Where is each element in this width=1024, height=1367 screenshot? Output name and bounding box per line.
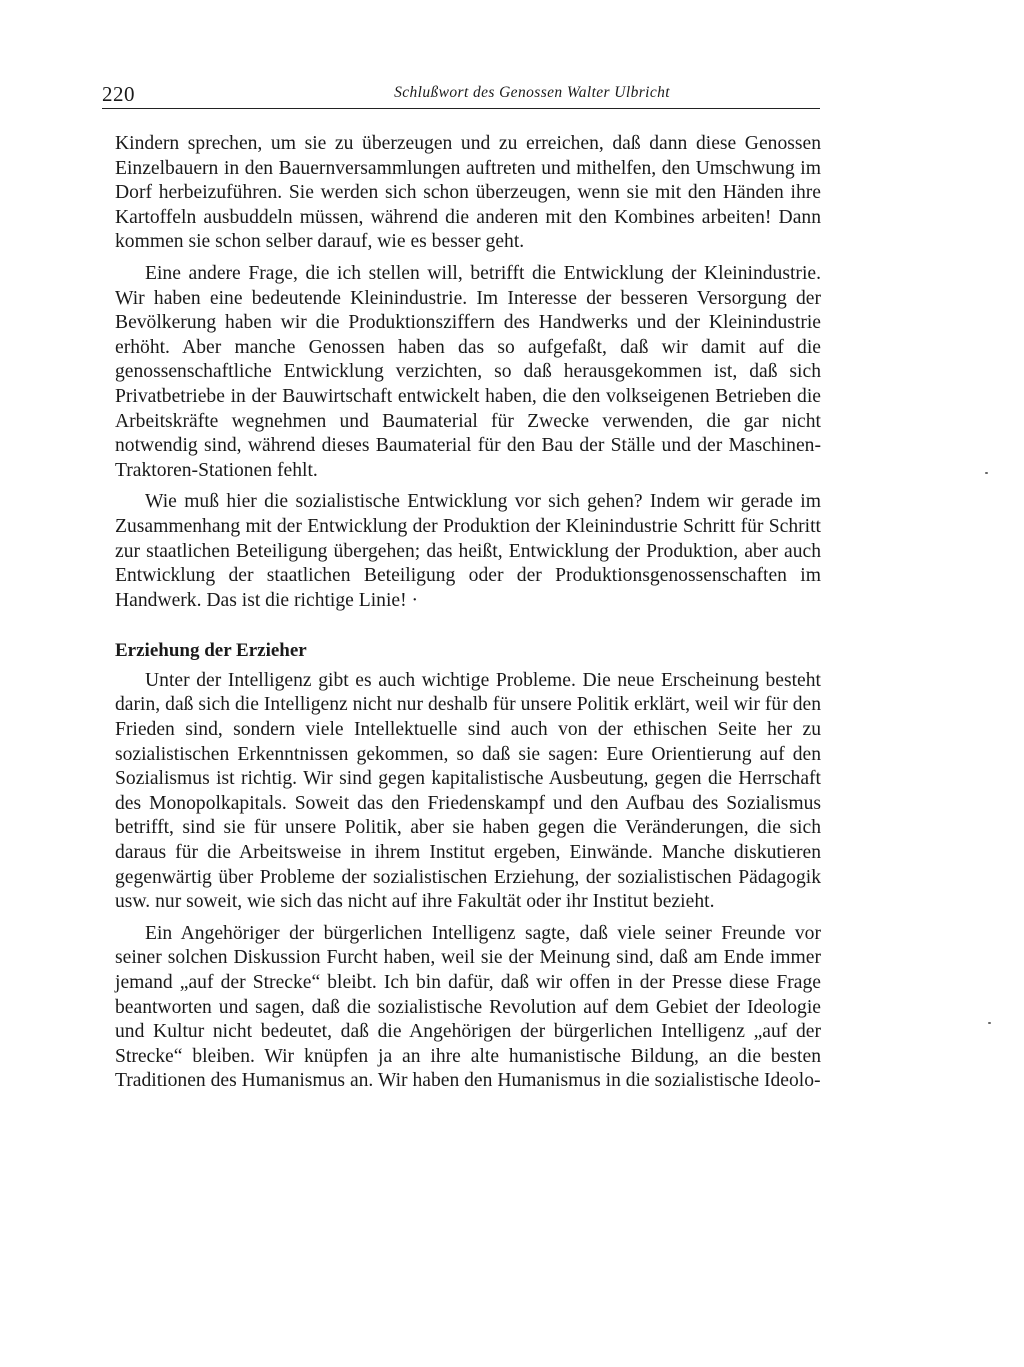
page-header — [102, 78, 820, 109]
scan-speck — [988, 1022, 991, 1024]
paragraph: Wie muß hier die sozialistische Entwicklung vor sich gehen? Indem wir gerade im Zusammenhang mit der Entwicklung der Produktion der Kleinindustrie Schritt für Schritt zur staatlichen Beteiligung übergehen; das heißt, Entwicklung der Produktion, aber auch Entwicklung der staatlichen Beteiligung oder der Produktionsgenossenschaften im Handwerk. Das ist die richtige Linie! · — [115, 491, 821, 611]
scan-speck — [985, 472, 988, 474]
paragraph: Ein Angehöriger der bürgerlichen Intelligenz sagte, daß viele seiner Freunde vor seiner solchen Diskussion Furcht haben, weil sie der Meinung sind, daß am Ende immer jemand „auf der Strecke“ bleibt. Ich bin dafür, daß wir offen in der Presse diese Frage beantworten und sagen, daß die sozialistische Revolution auf dem Gebiet der Ideologie und Kultur nicht bedeutet, daß die Angehörigen der bürgerlichen Intelligenz „auf der Strecke“ bleiben. Wir knüpfen ja an ihre alte humanistische Bildung, an die besten Traditionen des Humanismus an. Wir haben den Humanismus in die sozialistische Ideolo- — [115, 922, 821, 1092]
paragraph: Kindern sprechen, um sie zu überzeugen und zu erreichen, daß dann diese Genossen Einzelbauern in den Bauernversammlungen auftreten und mithelfen, den Umschwung im Dorf herbeizuführen. Sie werden sich schon überzeugen, wenn sie mit den Händen ihre Kartoffeln ausbuddeln müssen, während die anderen mit den Kombines arbeiten! Dann kommen sie schon selber darauf, wie es besser geht. — [115, 133, 821, 253]
body-text — [115, 132, 821, 1094]
page-number: 220 — [102, 82, 135, 106]
running-head: Schlußwort des Genossen Walter Ulbricht — [394, 84, 670, 101]
paragraph: Unter der Intelligenz gibt es auch wichtige Probleme. Die neue Erscheinung besteht darin, daß sich die Intelligenz nicht nur deshalb für unsere Politik erklärt, weil wir für den Frieden sind, sondern viele Intellektuelle sind auch von der ethischen Seite her zu sozialistischen Erkenntnissen gekommen, so daß sie sagen: Eure Orientierung auf den Sozialismus ist richtig. Wir sind gegen kapitalistische Ausbeutung, gegen die Herrschaft des Monopolkapitals. Soweit das den Friedenskampf und den Aufbau des Sozialismus betrifft, sind sie für unsere Politik, aber sie haben gegen die Veränderungen, die sich daraus für die Arbeitsweise in ihrem Institut ergeben, Einwände. Manche diskutieren gegenwärtig über Probleme der sozialistischen Erziehung, der sozialistischen Pädagogik usw. nur soweit, wie sich das nicht auf ihre Fakultät oder ihr Institut bezieht. — [115, 669, 821, 913]
section-heading: Erziehung der Erzieher — [115, 640, 307, 662]
paragraph: Eine andere Frage, die ich stellen will, betrifft die Entwicklung der Kleinindustrie. Wir haben eine bedeutende Kleinindustrie. Im Interesse der besseren Versorgung der Bevölkerung haben wir die Produktionsziffern des Handwerks und der Kleinindustrie erhöht. Aber manche Genossen haben das so aufgefaßt, daß wir damit auf die genossenschaftliche Entwicklung verzichten, so daß herausgekommen ist, daß sich Privatbetriebe in der Bauwirtschaft entwickelt haben, die den volkseigenen Betrieben die Arbeitskräfte wegnehmen und Baumaterial für Zwecke verwenden, die gar nicht notwendig sind, während dieses Baumaterial für den Bau der Ställe und der Maschinen-Traktoren-Stationen fehlt. — [115, 262, 821, 481]
